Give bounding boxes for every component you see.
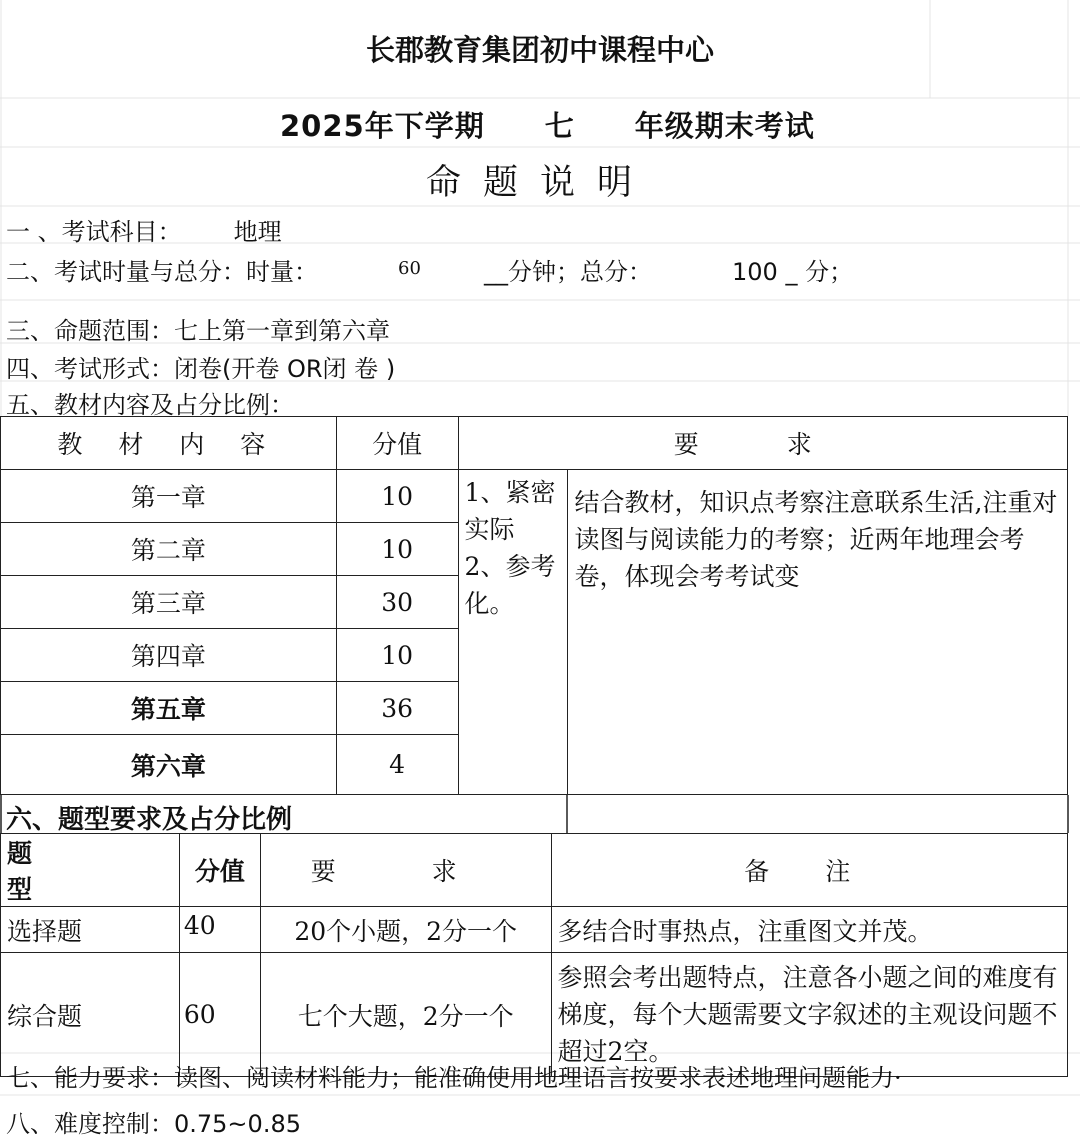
- type-cell: 选择题: [1, 907, 180, 953]
- section-8: 八、难度控制：0.75~0.85: [6, 1110, 301, 1138]
- org-title: 长郡教育集团初中课程中心: [365, 33, 714, 67]
- s1-value: 地理: [233, 218, 282, 246]
- question-type-table: [0, 833, 1068, 1077]
- chapter-cell: 第一章: [1, 470, 337, 523]
- s2-mid: __分钟；总分：: [484, 258, 652, 286]
- type-score-cell: 60: [179, 953, 260, 1077]
- exam-title: [280, 104, 815, 145]
- term: 2025年下学期: [280, 109, 485, 143]
- note-cell: 多结合时事热点，注重图文并茂。: [551, 907, 1067, 953]
- chapter-cell: 第六章: [1, 735, 337, 795]
- doc-title: 命题说明: [425, 163, 654, 203]
- score-cell: 30: [336, 576, 458, 629]
- req-right-cell: 结合教材，知识点考察注意联系生活,注重对读图与阅读能力的考察；近两年地理会考卷，体现会考考试变: [568, 470, 1068, 795]
- section-1: [6, 212, 282, 247]
- exam-name: 年级期末考试: [634, 109, 815, 143]
- note-cell: 参照会考出题特点，注意各小题之间的难度有梯度，每个大题需要文字叙述的主观设问题不超过2空。: [551, 953, 1067, 1077]
- section-2-label: 二、考试时量与总分：时量：: [6, 258, 318, 286]
- th-type: 题 型: [1, 834, 180, 907]
- score-cell: 4: [336, 735, 458, 795]
- th-type-req: 要 求: [260, 834, 551, 907]
- score-cell: 10: [336, 629, 458, 682]
- section-3: 三、命题范围：七上第一章到第六章: [6, 317, 390, 345]
- th-content: 教 材 内 容: [1, 417, 337, 470]
- chapter-cell: 第三章: [1, 576, 337, 629]
- chapter-cell: 第四章: [1, 629, 337, 682]
- type-req-cell: 20个小题，2分一个: [260, 907, 551, 953]
- s2-time: 60: [398, 258, 421, 279]
- s2-score: 100 _ 分；: [732, 258, 854, 286]
- type-score-cell: 40: [179, 907, 260, 953]
- score-cell: 10: [336, 523, 458, 576]
- section-6: 六、题型要求及占分比例: [6, 805, 293, 835]
- th-score: 分值: [336, 417, 458, 470]
- type-cell: 综合题: [1, 953, 180, 1077]
- grade: 七: [544, 109, 575, 143]
- chapter-cell: 第五章: [1, 682, 337, 735]
- req-left-cell: 1、紧密 实际 2、参考化。: [458, 470, 568, 795]
- content-table: [0, 416, 1068, 795]
- score-cell: 36: [336, 682, 458, 735]
- th-note: 备 注: [551, 834, 1067, 907]
- th-req: 要 求: [458, 417, 1067, 470]
- section-7: 七、能力要求：读图、阅读材料能力；能准确使用地理语言按要求表述地理问题能力·: [6, 1064, 902, 1092]
- s1-label: 一 、考试科目：: [6, 218, 182, 246]
- th-type-score: 分值: [179, 834, 260, 907]
- score-cell: 10: [336, 470, 458, 523]
- section-4: 四、考试形式：闭卷(开卷 OR闭 卷 ): [6, 355, 396, 383]
- type-req-cell: 七个大题，2分一个: [260, 953, 551, 1077]
- section-5: 五、教材内容及占分比例：: [6, 391, 294, 419]
- chapter-cell: 第二章: [1, 523, 337, 576]
